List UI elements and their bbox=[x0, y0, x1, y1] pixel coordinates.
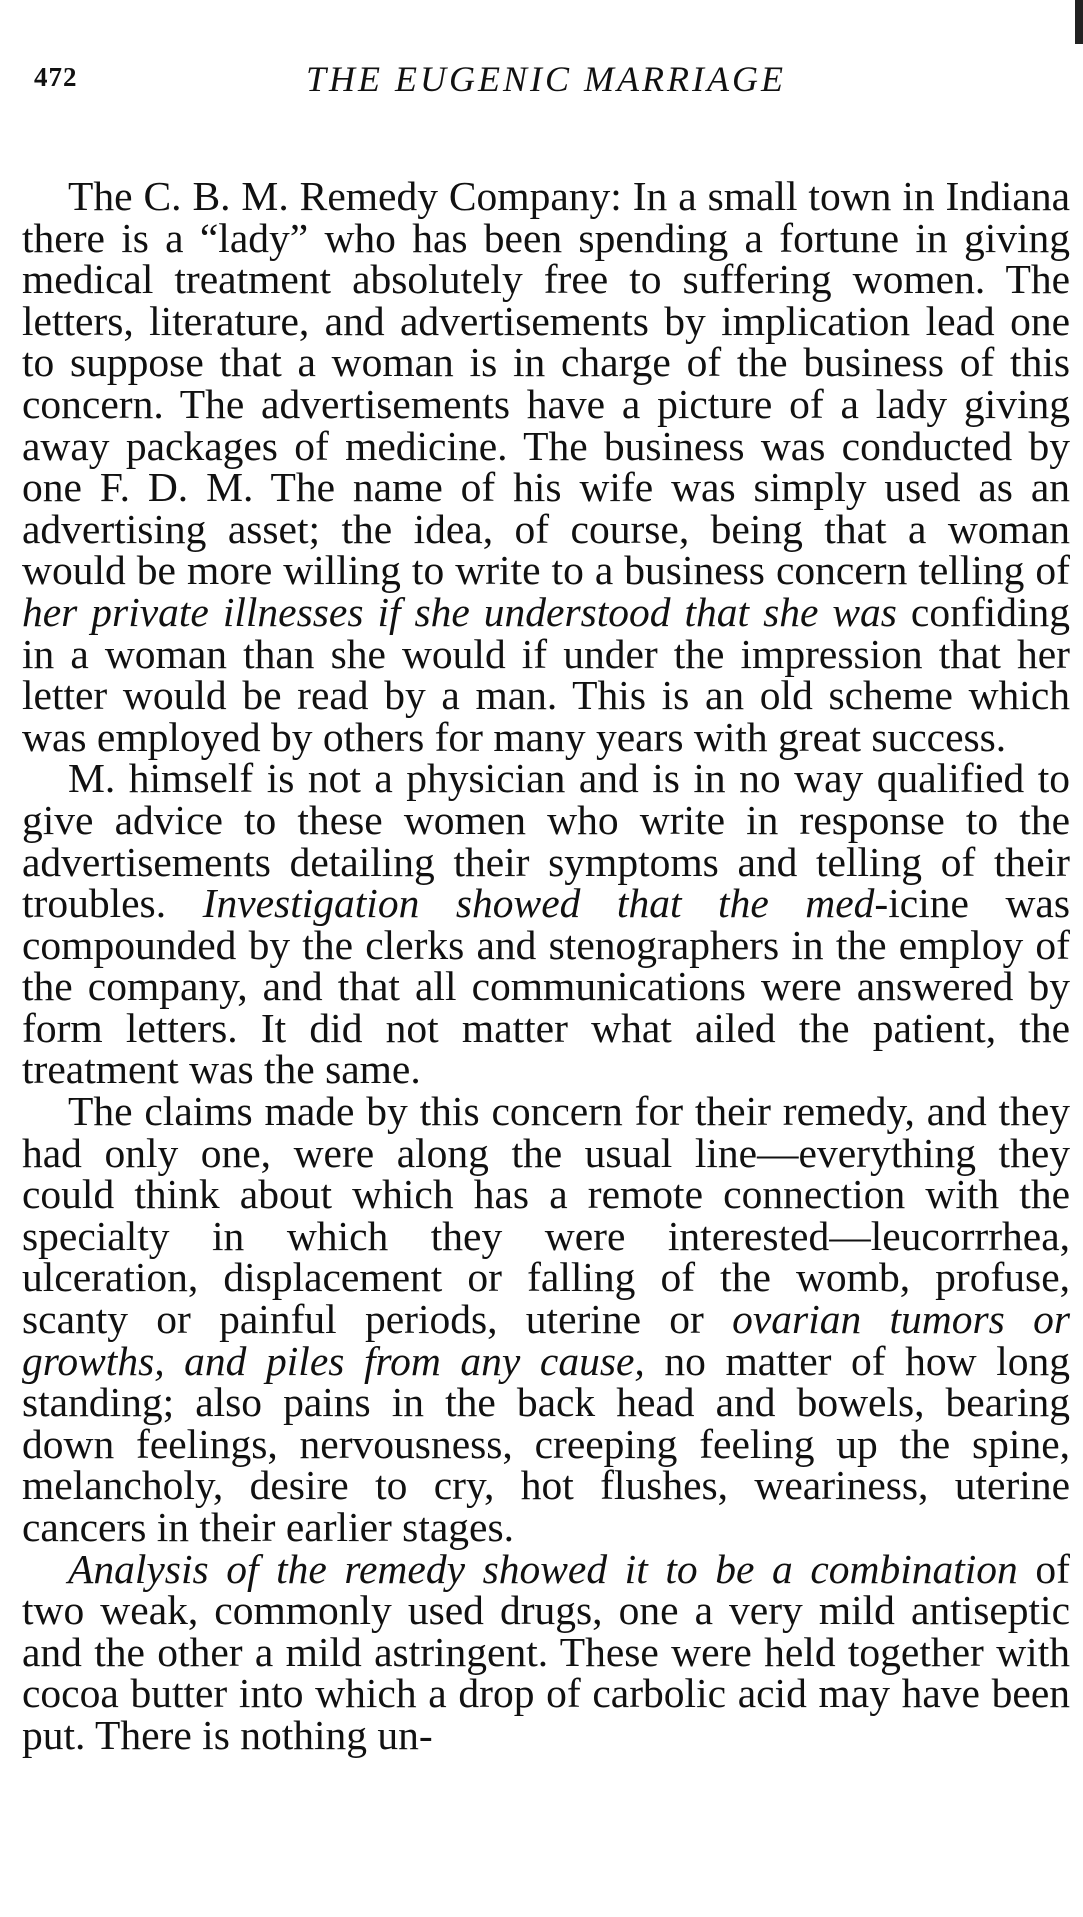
paragraph-2 bbox=[22, 755, 1070, 1093]
paragraph-1-text: The C. B. M. Remedy Company: In a small town in Indiana there is a “lady” who has been spending a fortune in giving medical treatment absolutely free to suffering women. The letters, literature, and advertisements by implication lead one to suppose that a woman is in charge of the business of this concern. The advertisements have a picture of a lady giving away packages of medicine. The business was conducted by one F. D. M. The name of his wife was simply used as an advertising asset; the idea, of course, being that a woman would be more willing to write to a business concern telling of bbox=[22, 173, 1070, 594]
running-head: THE EUGENIC MARRIAGE bbox=[306, 59, 786, 99]
paragraph-3-text: The claims made by this concern for their remedy, and they had only one, were along the usual line—everything they could think about which has a remote connection with the specialty in which they were interested—leucorrrhea, ulceration, displacement or falling of the womb, profuse, scanty or painful periods, uterine or bbox=[22, 1088, 1070, 1343]
paragraph-3-text-cont: no matter of how long standing; also pains in the back head and bowels, bearing down feelings, nervousness, creeping feeling up the spine, melancholy, desire to cry, hot flushes, weariness, uterine cancers in their earlier stages. bbox=[22, 1337, 1070, 1550]
paragraph-1-italic: her private illnesses if she understood that she was bbox=[22, 588, 897, 635]
body-text bbox=[22, 173, 1070, 1758]
book-page bbox=[22, 52, 1070, 1902]
paragraph-1 bbox=[22, 173, 1070, 760]
paragraph-4 bbox=[22, 1545, 1070, 1758]
paragraph-2-text: M. himself is not a physician and is in no way qualified to give advice to these women who write in response to the advertisements detailing their symptoms and telling of their troubles. bbox=[22, 755, 1070, 927]
paragraph-4-italic: Analysis of the remedy showed it to be a combination bbox=[68, 1545, 1018, 1592]
paragraph-1-text-cont: confiding in a woman than she would if under the impression that her letter would be read by a man. This is an old scheme which was employed by others for many years with great success. bbox=[22, 588, 1070, 760]
paragraph-3-italic: ovarian tumors or growths, and piles from any cause, bbox=[22, 1296, 1070, 1384]
page-edge-mark bbox=[1075, 0, 1083, 44]
paragraph-4-text-cont: of two weak, commonly used drugs, one a very mild antiseptic and the other a mild astringent. These were held together with cocoa butter into which a drop of carbolic acid may have been put. There is nothing un- bbox=[22, 1545, 1070, 1758]
page-number: 472 bbox=[34, 62, 78, 92]
paragraph-3 bbox=[22, 1088, 1070, 1550]
paragraph-2-text-cont: icine was compounded by the clerks and stenographers in the employ of the company, and that all communications were answered by form letters. It did not matter what ailed the patient, the treatment was the same. bbox=[22, 880, 1070, 1093]
paragraph-2-italic: Investigation showed that the med- bbox=[202, 880, 889, 927]
page-header bbox=[22, 52, 1070, 112]
